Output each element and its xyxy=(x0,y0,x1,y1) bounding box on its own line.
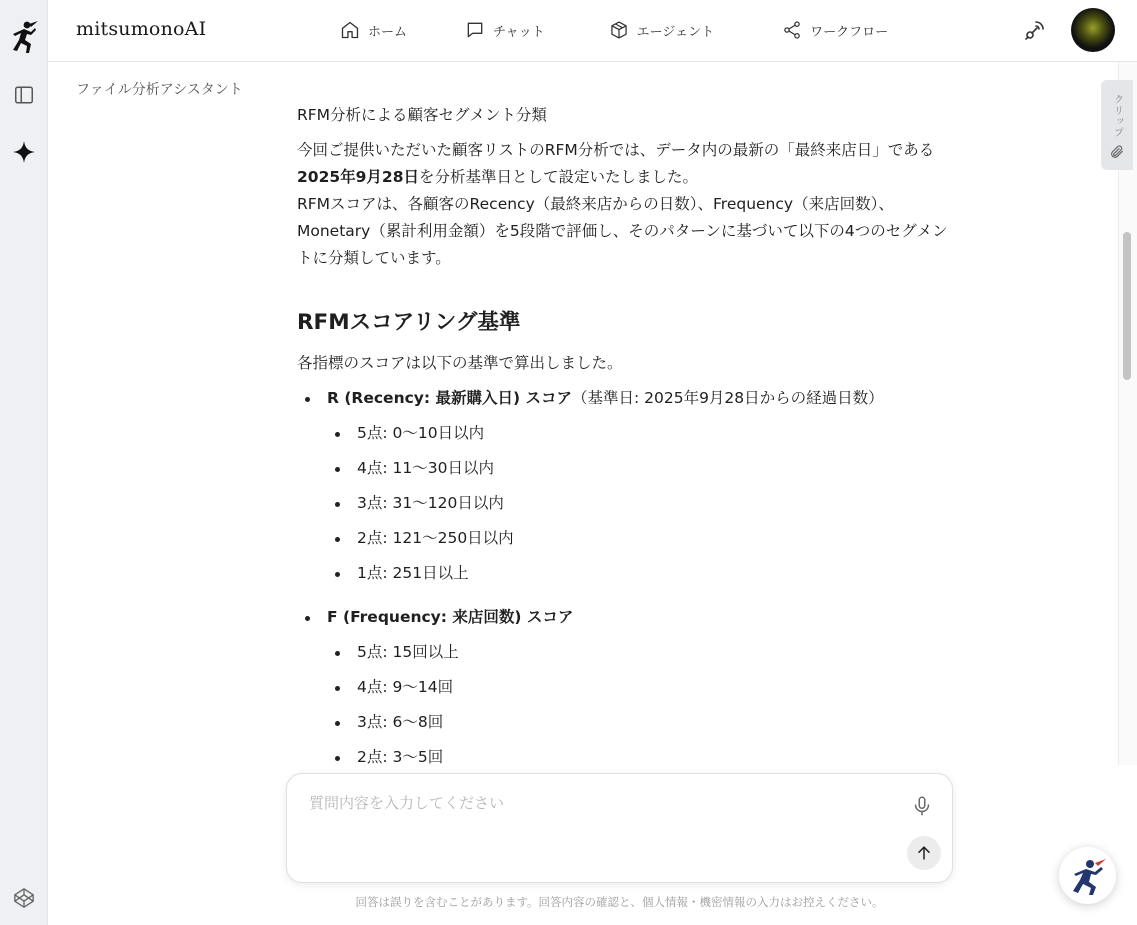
breadcrumb: ファイル分析アシスタント xyxy=(76,82,243,98)
nav-chat-label: チャット xyxy=(493,24,545,40)
nav-workflow-label: ワークフロー xyxy=(810,24,889,40)
criteria-intro: 各指標のスコアは以下の基準で算出しました。 xyxy=(297,354,623,372)
share-icon xyxy=(782,20,802,40)
list-item xyxy=(297,604,957,764)
send-button[interactable] xyxy=(907,836,941,870)
list-item-text: 3点: 6〜8回 xyxy=(357,713,444,731)
intro-paragraph xyxy=(297,137,957,191)
nav-home-label: ホーム xyxy=(368,24,408,40)
base-date: 2025年9月28日 xyxy=(297,168,419,186)
list-item xyxy=(297,639,957,674)
list-item xyxy=(297,674,957,709)
list-item-text: 3点: 31〜120日以内 xyxy=(357,494,504,512)
clip-tab-label: クリップ xyxy=(1111,94,1123,138)
paperclip-icon xyxy=(1109,144,1125,160)
connection-icon[interactable] xyxy=(1023,18,1047,42)
intro-text-c: を分析基準日として設定いたしました。 xyxy=(419,168,699,186)
ninja-mascot-icon xyxy=(1068,856,1108,896)
list-item xyxy=(297,525,957,560)
question-input[interactable] xyxy=(309,794,889,812)
chat-response xyxy=(297,102,957,764)
user-avatar[interactable] xyxy=(1071,8,1115,52)
list-item-text: 4点: 9〜14回 xyxy=(357,678,454,696)
r-score-label: R (Recency: 最新購入日) スコア xyxy=(327,389,572,407)
cube-icon xyxy=(609,20,629,40)
main-nav xyxy=(340,0,946,60)
sparkle-icon[interactable] xyxy=(12,140,36,164)
home-icon xyxy=(340,20,360,40)
list-item xyxy=(297,385,957,595)
sidebar-toggle-icon[interactable] xyxy=(12,83,36,107)
list-item-text: 5点: 15回以上 xyxy=(357,643,459,661)
r-score-note: （基準日: 2025年9月28日からの経過日数） xyxy=(571,389,884,407)
ninja-logo-icon[interactable] xyxy=(9,20,39,54)
nav-workflow[interactable] xyxy=(782,20,888,40)
left-rail xyxy=(0,0,48,925)
f-score-list xyxy=(297,639,957,764)
section-subtitle: RFM分析による顧客セグメント分類 xyxy=(297,106,547,124)
list-item-text: 4点: 11〜30日以内 xyxy=(357,459,494,477)
list-item xyxy=(297,490,957,525)
list-item-text: 1点: 251日以上 xyxy=(357,564,469,582)
f-score-label: F (Frequency: 来店回数) スコア xyxy=(327,608,574,626)
list-item-text: 2点: 121〜250日以内 xyxy=(357,529,514,547)
message-composer xyxy=(286,773,953,883)
arrow-up-icon xyxy=(914,843,934,863)
codepen-icon[interactable] xyxy=(12,886,36,910)
list-item xyxy=(297,744,957,764)
assistant-fab-button[interactable] xyxy=(1059,847,1116,904)
list-item-text: 2点: 3〜5回 xyxy=(357,748,444,764)
disclaimer-text: 回答は誤りを含むことがあります。回答内容の確認と、個人情報・機密情報の入力はお控えください。 xyxy=(355,895,884,909)
r-score-list xyxy=(297,420,957,595)
list-item xyxy=(297,420,957,455)
list-item xyxy=(297,709,957,744)
microphone-icon[interactable] xyxy=(911,794,933,818)
brand-name[interactable]: mitsumonoAI xyxy=(76,18,207,40)
list-item xyxy=(297,560,957,595)
criteria-list xyxy=(297,385,957,764)
list-item-text: 5点: 0〜10日以内 xyxy=(357,424,485,442)
list-item xyxy=(297,455,957,490)
intro-text-a: 今回ご提供いただいた顧客リストのRFM分析では、データ内の最新の「最終来店日」である xyxy=(297,141,935,159)
nav-agent-label: エージェント xyxy=(636,24,715,40)
nav-home[interactable] xyxy=(340,20,407,40)
nav-chat[interactable] xyxy=(465,20,545,40)
scrollbar-thumb[interactable] xyxy=(1123,232,1131,380)
section-heading: RFMスコアリング基準 xyxy=(297,310,521,335)
nav-agent[interactable] xyxy=(609,20,714,40)
top-header xyxy=(48,0,1137,62)
rfm-description: RFMスコアは、各顧客のRecency（最終来店からの日数）、Frequency（来店回数）、Monetary（累計利用金額）を5段階で評価し、そのパターンに基づいて以下の4つのセグメントに分類しています。 xyxy=(297,195,948,267)
chat-icon xyxy=(465,20,485,40)
clip-tab[interactable] xyxy=(1101,80,1133,170)
